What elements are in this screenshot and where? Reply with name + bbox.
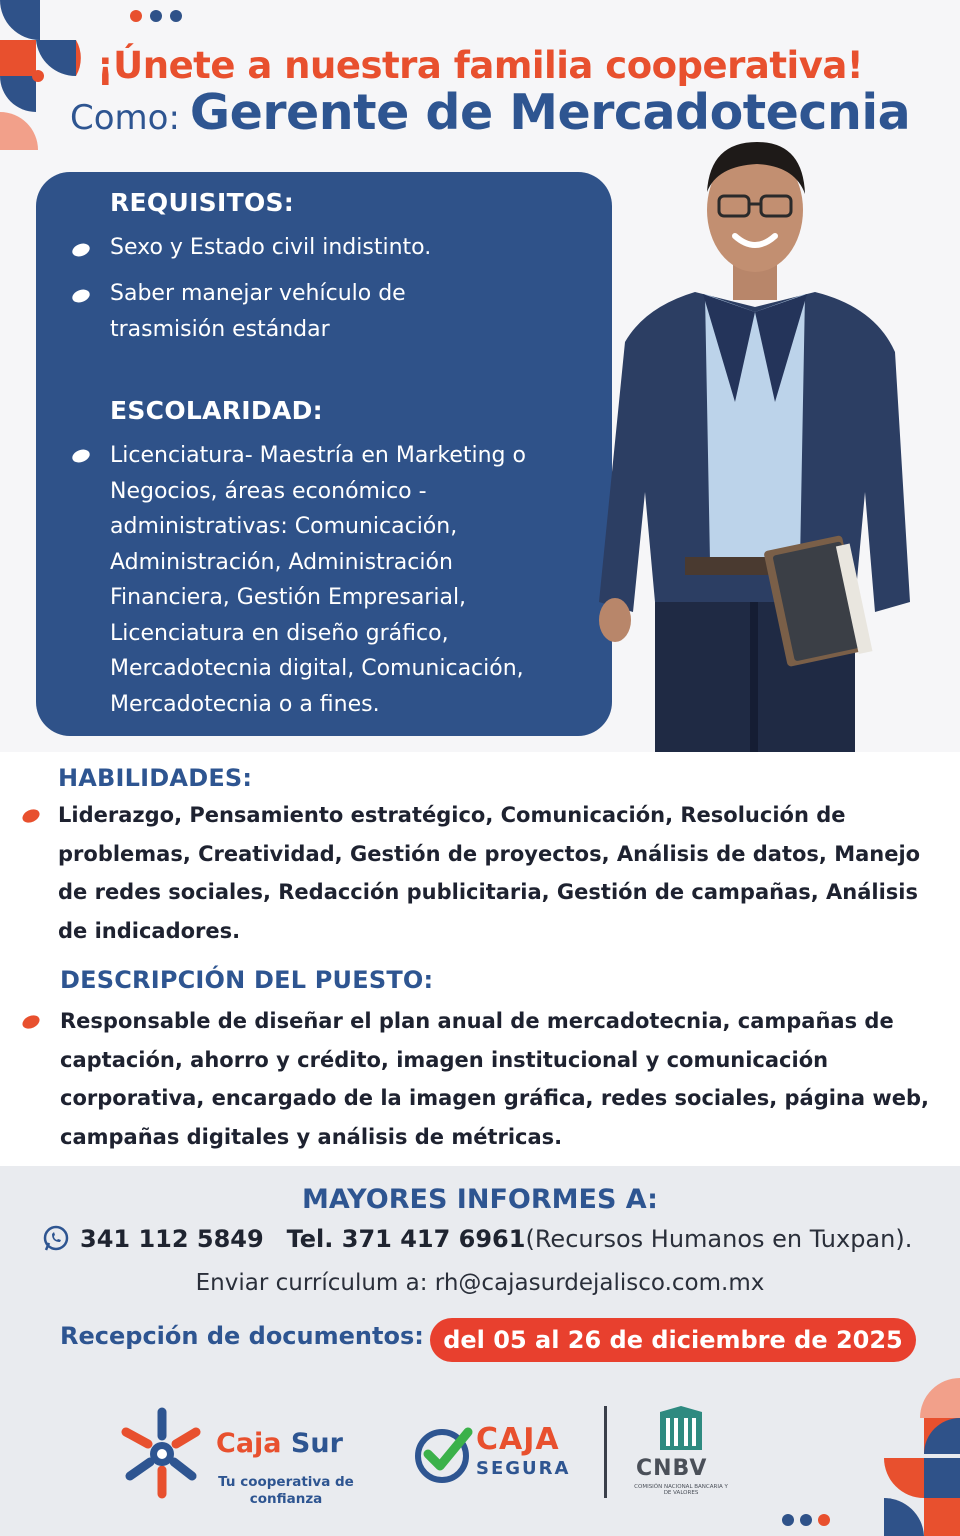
cnbv-logo [630,1404,730,1500]
dot-decoration [818,1514,830,1526]
tel-note: (Recursos Humanos en Tuxpan). [525,1225,913,1253]
cnbv-building-icon [656,1404,706,1454]
escolaridad-item: Licenciatura- Maestría en Marketing o Negocios, áreas económico - administrativas: Comunicación, Administración, Administración Financiera, Gestión Empresarial, Licenciatura en diseño gráfico, Mercadotecnia digital, Comunicación, Mercadotecnia o a fines. [110,443,526,717]
caja-segura-logo [412,1420,592,1490]
requirements-card [36,172,612,736]
habilidades-text: Liderazgo, Pensamiento estratégico, Comunicación, Resolución de problemas, Creatividad, Gestión de proyectos, Análisis de datos, Manejo de redes sociales, Redacción publicitaria, Gestión de campañas, Análisis de indicadores. [58,803,921,943]
como-label: Como: [70,98,180,138]
cnbv-text: CNBV [636,1456,708,1481]
cajasur-name-a: Caja [216,1428,291,1459]
role-name: Gerente de Mercadotecnia [189,84,911,141]
segura-top-text: CAJA [476,1422,560,1457]
cnbv-subtext: COMISIÓN NACIONAL BANCARIA Y DE VALORES [634,1484,728,1496]
email-line[interactable]: Enviar currículum a: rh@cajasurdejalisco.com.mx [195,1270,765,1296]
bullet-icon [70,447,91,464]
corner-decoration-bottom-right [850,1378,960,1536]
whatsapp-icon [42,1224,70,1252]
descripcion-text: Responsable de diseñar el plan anual de mercadotecnia, campañas de captación, ahorro y crédito, imagen institucional y comunicación corporativa, encargado de la imagen gráfica, redes sociales, página web, campañas digitales y análisis de métricas. [60,1009,930,1149]
bullet-icon [70,287,91,304]
dot-decoration [170,10,182,22]
requisito-item: Saber manejar vehículo de trasmisión estándar [110,281,406,342]
segura-bottom-text: SEGURA [476,1458,571,1479]
phone-line [42,1224,912,1253]
check-shield-icon [412,1422,476,1486]
requisito-item: Sexo y Estado civil indistinto. [110,235,432,260]
dot-decoration [782,1514,794,1526]
recepcion-dates-badge: del 05 al 26 de diciembre de 2025 [430,1318,916,1362]
contact-title: MAYORES INFORMES A: [302,1184,658,1215]
dot-decoration [800,1514,812,1526]
bullet-icon [70,241,91,258]
cajasur-name-b: Sur [290,1428,343,1459]
dot-decoration [150,10,162,22]
tel-number[interactable]: Tel. 371 417 6961 [286,1225,526,1253]
person-photo [585,132,925,752]
habilidades-title: HABILIDADES: [58,764,253,792]
cajasur-logo [112,1402,372,1512]
cajasur-star-icon [112,1402,212,1502]
cajasur-tagline: Tu cooperativa de confianza [218,1474,354,1507]
dot-decoration [130,10,142,22]
escolaridad-title: ESCOLARIDAD: [110,396,323,425]
headline: ¡Únete a nuestra familia cooperativa! [96,44,864,87]
cajasur-name [216,1428,343,1459]
logo-divider [604,1406,607,1498]
recepcion-label: Recepción de documentos: [60,1322,424,1350]
descripcion-title: DESCRIPCIÓN DEL PUESTO: [60,966,434,994]
requisitos-title: REQUISITOS: [110,188,295,217]
whatsapp-number[interactable]: 341 112 5849 [80,1225,264,1253]
